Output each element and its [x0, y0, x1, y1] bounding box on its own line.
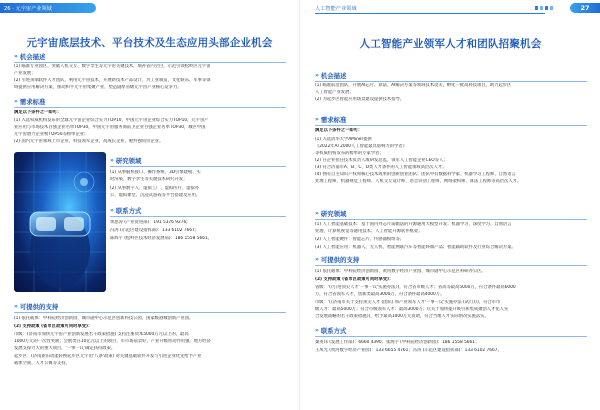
right-desc-heading: » 机会描述: [315, 72, 347, 80]
vr-illustration: [14, 152, 106, 292]
left-supply-line: (2) 支持政策 (省市区政策可同时享受)：: [14, 324, 93, 329]
right-research-line: (3) 人工智能应用：机器人、无人机、智能网联汽车等智能终端产品；智能辅助软件及行业综合解决方案。: [315, 245, 516, 250]
section-divider: [315, 336, 587, 337]
left-desc-line: (2) 引进顶端软件人才团队，利用元宇宙技术，开展新技术产品设计，为工业制造、文化娱乐、军事等领: [14, 78, 211, 83]
left-req-line: (1) 入选权威机构发布的全球元宇宙企业综合实力TOP10，中国元宇宙企业综合实力TOP10，元宇宙产: [14, 118, 209, 123]
left-req-line: (2) 国内元宇宙领域上市企业，科技领军企业，高成长企业，瞪羚独角兽企业。: [14, 139, 164, 144]
right-contact-line: 王凤光 (黄河数字经济产业园)：133 6655 4761；冯涛 (示范区建设指挥部)：133 6102 7667。: [315, 348, 502, 353]
section-divider: [14, 107, 286, 108]
left-page-title: 元宇宙底层技术、平台技术及生态应用头部企业机会: [26, 37, 273, 49]
right-supply-line: 级人才：最高5000万；符合市级领军人才：最高3000万；(《关于加快提升吸引和集成聚创人才化人实: [315, 307, 509, 312]
section-divider: [315, 81, 587, 82]
section-divider: [315, 219, 587, 220]
left-contact-line: 冯涛 (示范区建设指挥部)：133 6102 7667;: [110, 228, 197, 233]
right-page: [301, 0, 600, 410]
left-desc-line: 域提供应用解决方案，推动和平元宇宙集聚产业，塑造副原省级元宇宙产业核心竞争力。: [14, 85, 182, 90]
stripe-decoration-icon: [535, 6, 553, 10]
left-research-line: 时渲染、数字孪生等关键技术研究开发；: [110, 177, 188, 182]
page-number: 27: [570, 3, 600, 13]
right-supply-line: 省级：'(《引进顶尖人才'一事一议'实施办法》)，符合省市级人才；省高等最高5000万，符合条件最高6000: [315, 285, 516, 290]
left-req-heading: » 需求标准: [14, 98, 46, 106]
right-contact-heading: » 联系方式: [315, 327, 347, 335]
double-chevron-icon: »: [14, 303, 18, 310]
right-req-line: 满足以下条件之一即可：: [315, 128, 363, 133]
right-supply-line: 万，符合省领军人才，创新类最高3000万，符合条件最高4000万。: [315, 292, 445, 297]
left-supply-line: 载体空间、人才公寓等支持。: [14, 361, 70, 366]
right-req-heading: » 需求标准: [315, 116, 347, 124]
double-chevron-icon: »: [110, 207, 114, 214]
right-desc-line: 人工智能产业发展；: [315, 90, 354, 95]
right-header-bar: [315, 3, 545, 14]
right-supply-line: 市级：'(《济南市关于支持顶尖人才 (团队) 和产业领军人才'一事一议'实施办法 (试行)》)，符合市市: [315, 300, 501, 305]
right-desc-line: (1) 瞄准前沿团队，开展AI芯片、算法、AI解决方案等领域技术攻关，孵化一批高科技项目，助力起步区: [315, 83, 512, 88]
right-supply-line: 合发展战略的若干政策措施》)，给予最高1000万元资助，符合当地人才实际情况实施落实。: [315, 314, 489, 319]
right-research-line: (2) 人工智能硬件：智能芯片、传感器模组等；: [315, 237, 405, 242]
left-contact-line: 黄思涛 (产业促进部)：191 5376 9276;: [110, 220, 188, 225]
left-supply-line: 起步区：(济南新旧动能转换起步区元宇宙'八条'政策) 对关键基础软件开发与引进企业优先给予产业: [14, 354, 202, 359]
left-header-bar: [0, 3, 96, 13]
left-supply-line: 发展支撑力大的重大项目，'一事一议'确定扶持政策。: [14, 346, 116, 351]
right-req-line: (2) 在企业担任技术负责人或研发总监，领军人工智能企业CEO等人；: [315, 158, 448, 163]
section-divider: [110, 216, 286, 217]
right-req-line: 处理工程师、机器视觉工程师、人机交互设计师、语音识别工程师、网络架构师、算法工程师等高层次人才。: [315, 179, 522, 184]
right-desc-line: (2) 为起步区智能应用场景建设提供技术指导。: [315, 97, 405, 102]
left-supply-line: 市级：(济南市加快元宇宙产业创新发展若干政策措施) 支持注册资本5000万元以上的，最高: [14, 332, 189, 337]
right-req-line: (4) 拥有自主知识产权和核心技术成果的创新创业团队；团队中有数据科学家、机器学习工程师、自然语言: [315, 172, 516, 177]
left-supply-line: (1) 依托载体：中科院经济创新园、城市副中心示范区创新科技公园、国家级港城创新产业园。: [14, 316, 194, 321]
left-desc-heading: » 机会描述: [14, 53, 46, 61]
left-page: [0, 0, 299, 410]
double-chevron-icon: »: [14, 98, 18, 105]
double-chevron-icon: »: [315, 327, 319, 334]
left-contact-heading: » 联系方式: [110, 207, 142, 215]
section-divider: [14, 312, 286, 313]
double-chevron-icon: »: [315, 72, 319, 79]
right-contact-line: 秦英玮 (发展工作部)：6660 4390；张海宇 (中科院经济创新园)：186 1558 5661；: [315, 340, 480, 345]
section-divider: [315, 265, 587, 266]
left-desc-line: (1) 瞄准专业园区，突破人机交互、数字孪生等元宇宙关键技术，填补省内空白，示范引领松岭区元宇宙: [14, 64, 211, 69]
left-research-line: (2) 从事数字人、虚拟工厂、虚拟医疗、虚拟办: [110, 186, 200, 191]
right-research-line: 处理、计算机视觉等通用技术；人工智能开源软件框架；: [315, 229, 423, 234]
left-supply-heading: » 可提供的支持: [14, 303, 59, 311]
left-desc-line: 产业发展；: [14, 71, 36, 76]
right-research-line: (1) 人工智能基础技术：基于国内外芯片前瞻法的开源通用大模型开发；机器学习、深度学习、自然语言: [315, 222, 512, 227]
right-req-line: (3) 符合济南市A、B、C、D类人才条件的人工智能领域高层次人才；: [315, 165, 447, 170]
right-page-title: 人工智能产业领军人才和团队招聚机会: [359, 38, 542, 50]
left-supply-line: 1000万元的一次性奖励；会展类在10亿元以上的项目，市市场前景好，产业升级带动作用强，地方经济: [14, 339, 211, 344]
left-req-line: 业应用与市场技术百强企业名单TOP30，中国元宇宙服务商前卫企业百强企业名单TOP30，城区中国: [14, 125, 206, 130]
double-chevron-icon: »: [315, 116, 319, 123]
left-research-heading: » 研究领域: [110, 157, 142, 165]
double-chevron-icon: »: [315, 210, 319, 217]
right-req-line: (1) 入选清华大学AMiner提供: [315, 137, 372, 142]
right-supply-line: (1) 依托载体：中科院经济创新园、黄河数字经济产业园、城市副中心示范区科研办公区。: [315, 269, 486, 274]
left-research-line: (1) 从事脑机接口、操作系统、3D引擎建模、实: [110, 170, 201, 175]
right-supply-line: (2) 支持政策 (省市区政策可同时享受)：: [315, 277, 394, 282]
left-header-label: 26 · 元宇宙产业领域: [4, 5, 52, 12]
left-contact-line: 陈辉宇 (松岭区技术经济发展局)：186 1558 5661。: [110, 236, 212, 241]
left-research-line: 公、虚拟课堂、沉浸式游戏等平台搭建及应用。: [110, 193, 201, 198]
double-chevron-icon: »: [315, 256, 319, 263]
right-research-heading: » 研究领域: [315, 210, 347, 218]
right-req-line: 等权威机构发布的榜单的专家学者；: [315, 151, 384, 156]
vr-headset-image: [14, 152, 106, 292]
section-divider: [14, 62, 286, 63]
right-supply-heading: » 可提供的支持: [315, 256, 360, 264]
left-req-line: 元宇宙潜力企业榜TOP50等榜单企业；: [14, 132, 89, 137]
left-req-line: 满足以下条件之一即可：: [14, 110, 62, 115]
double-chevron-icon: »: [14, 53, 18, 60]
double-chevron-icon: »: [110, 157, 114, 164]
section-divider: [110, 166, 286, 167]
right-req-line: 《2022年AI 2000人工智能最具影响力的学者》: [315, 144, 407, 149]
right-header-label: 人工智能产业领域: [315, 5, 357, 12]
section-divider: [315, 125, 587, 126]
